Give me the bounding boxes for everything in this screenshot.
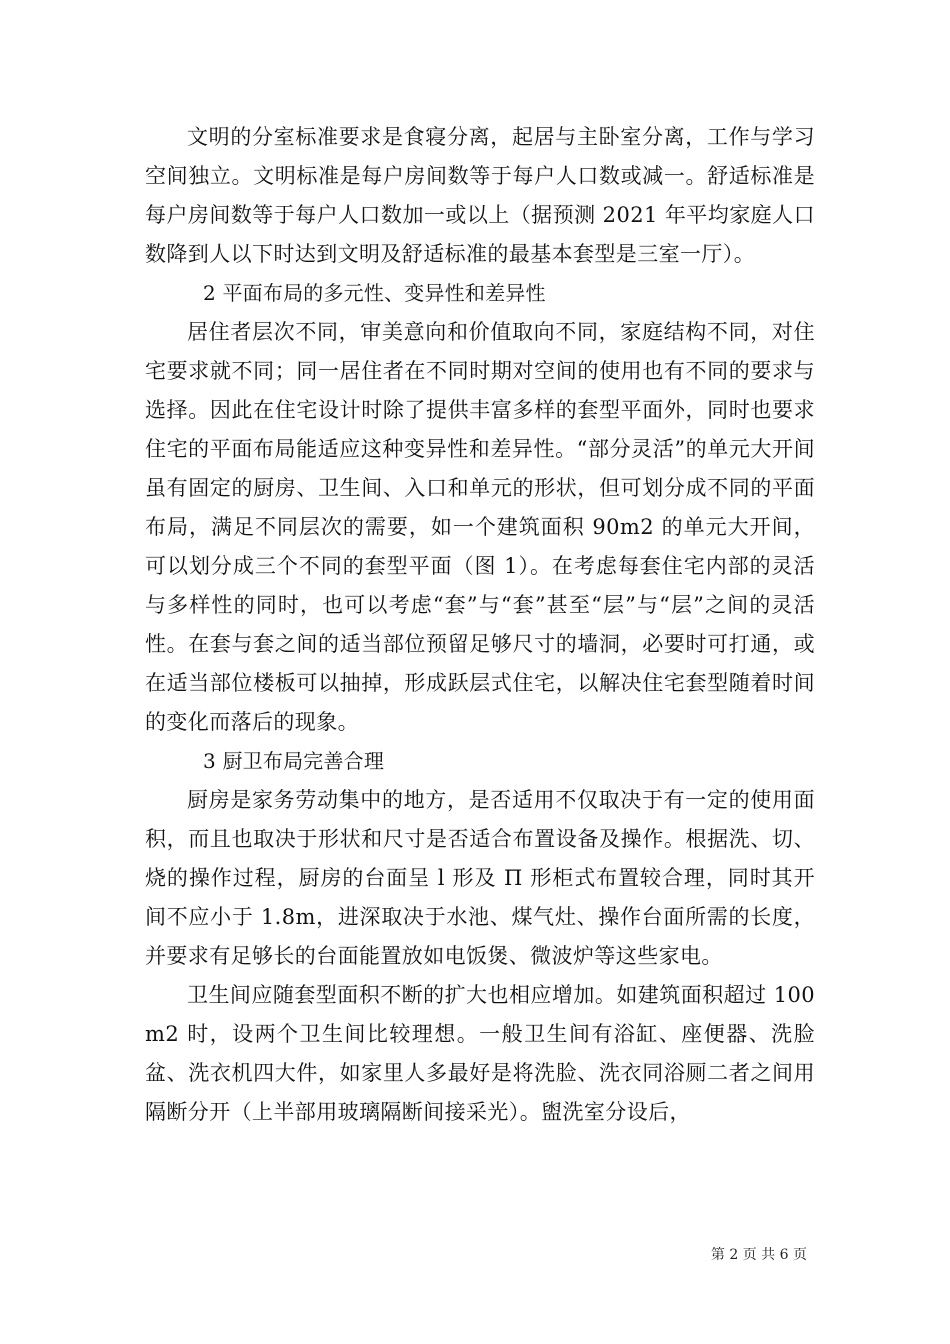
paragraph-layout-flexibility: 居住者层次不同，审美意向和价值取向不同，家庭结构不同，对住宅要求就不同；同一居住者在不同时期对空间的使用也有不同的要求与选择。因此在住宅设计时除了提供丰富多样的套型平面外，同时也要求住宅的平面布局能适应这种变异性和差异性。“部分灵活”的单元大开间虽有固定的厨房、卫生间、入口和单元的形状，但可划分成不同的平面布局，满足不同层次的需要，如一个建筑面积 90m2 的单元大开间，可以划分成三个不同的套型平面（图 1）。在考虑每套住宅内部的灵活与多样性的同时，也可以考虑“套”与“套”甚至“层”与“层”之间的灵活性。在套与套之间的适当部位预留足够尺寸的墙洞，必要时可打通，或在适当部位楼板可以抽掉，形成跃层式住宅，以解决住宅套型随着时间的变化而落后的现象。 (145, 320, 815, 734)
paragraph-bathroom: 卫生间应随套型面积不断的扩大也相应增加。如建筑面积超过 100m2 时，设两个卫生间比较理想。一般卫生间有浴缸、座便器、洗脸盆、洗衣机四大件，如家里人多最好是将洗脸、洗衣同浴厕二者之间用隔断分开（上半部用玻璃隔断间接采光）。盥洗室分设后， (145, 983, 815, 1124)
section-heading-layout-diversity: 2 平面布局的多元性、变异性和差异性 (203, 281, 546, 305)
document-body (145, 118, 815, 1132)
section-heading-kitchen-bath: 3 厨卫布局完善合理 (203, 749, 385, 773)
paragraph-kitchen: 厨房是家务劳动集中的地方，是否适用不仅取决于有一定的使用面积，而且也取决于形状和尺寸是否适合布置设备及操作。根据洗、切、烧的操作过程，厨房的台面呈 l 形及 Π 形柜式布置较合理，同时其开间不应小于 1.8m，进深取决于水池、煤气灶、操作台面所需的长度，并要求有足够长的台面能置放如电饭煲、微波炉等这些家电。 (145, 788, 815, 968)
page-number-footer: 第 2 页 共 6 页 (710, 1247, 807, 1263)
paragraph-room-standards: 文明的分室标准要求是食寝分离，起居与主卧室分离，工作与学习空间独立。文明标准是每户房间数等于每户人口数或减一。舒适标准是每户房间数等于每户人口数加一或以上（据预测 2021 年平均家庭人口数降到人以下时达到文明及舒适标准的最基本套型是三室一厅）。 (145, 125, 815, 266)
